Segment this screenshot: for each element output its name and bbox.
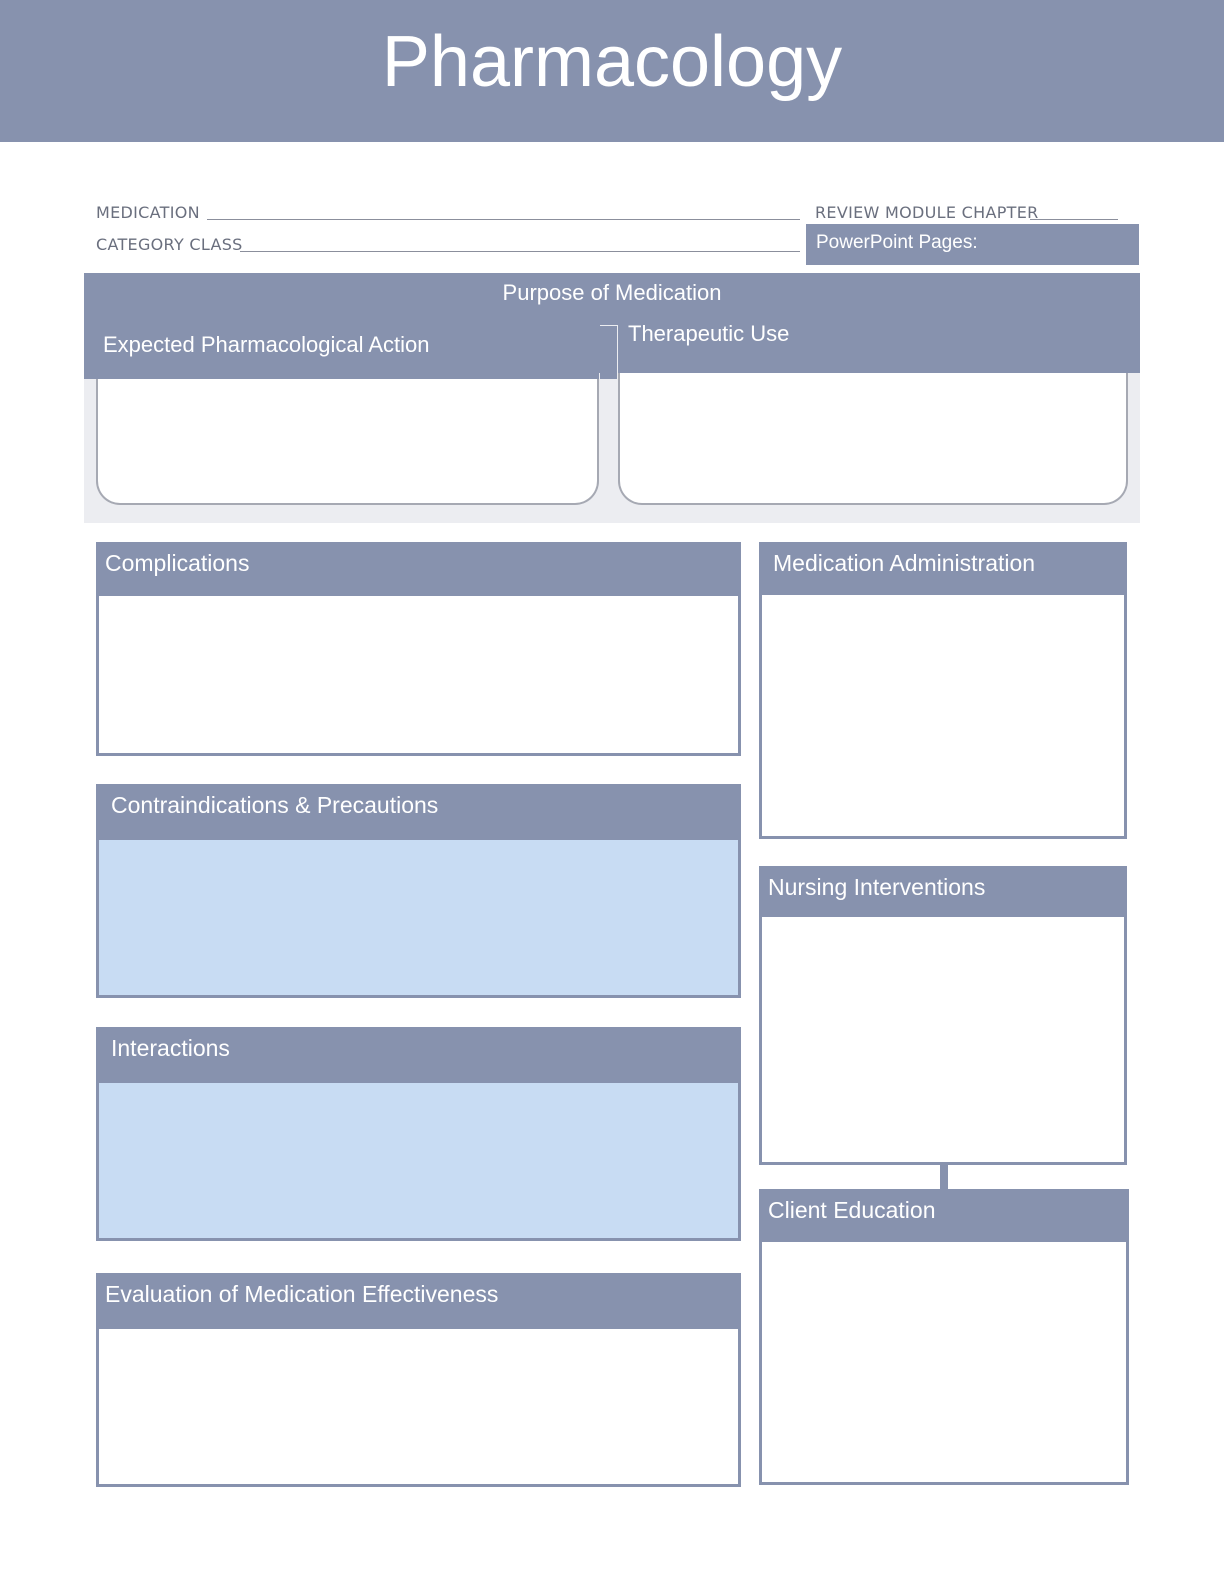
purpose-divider-tab — [600, 326, 617, 379]
category-class-field[interactable] — [240, 251, 800, 252]
powerpoint-pages-label: PowerPoint Pages: — [816, 232, 978, 253]
nursing-interventions-title: Nursing Interventions — [768, 874, 986, 900]
purpose-title: Purpose of Medication — [502, 280, 722, 305]
therapeutic-use-input[interactable] — [618, 373, 1128, 505]
contraindications-title: Contraindications & Precautions — [111, 792, 439, 818]
medication-field[interactable] — [207, 219, 800, 220]
review-module-label: REVIEW MODULE CHAPTER — [815, 203, 1039, 222]
expected-action-label: Expected Pharmacological Action — [103, 332, 430, 357]
client-education-title: Client Education — [768, 1197, 936, 1223]
complications-title: Complications — [105, 550, 250, 576]
powerpoint-pages-box[interactable] — [806, 224, 1139, 265]
page-title: Pharmacology — [381, 22, 843, 102]
therapeutic-use-label: Therapeutic Use — [628, 321, 790, 346]
medication-label: MEDICATION — [96, 203, 200, 222]
box-connector — [940, 1165, 948, 1189]
administration-title: Medication Administration — [773, 550, 1036, 576]
review-module-field[interactable] — [1030, 219, 1118, 220]
expected-action-input[interactable] — [96, 379, 599, 505]
category-class-label: CATEGORY CLASS — [96, 235, 243, 254]
evaluation-title: Evaluation of Medication Effectiveness — [105, 1281, 499, 1307]
interactions-title: Interactions — [111, 1035, 230, 1061]
